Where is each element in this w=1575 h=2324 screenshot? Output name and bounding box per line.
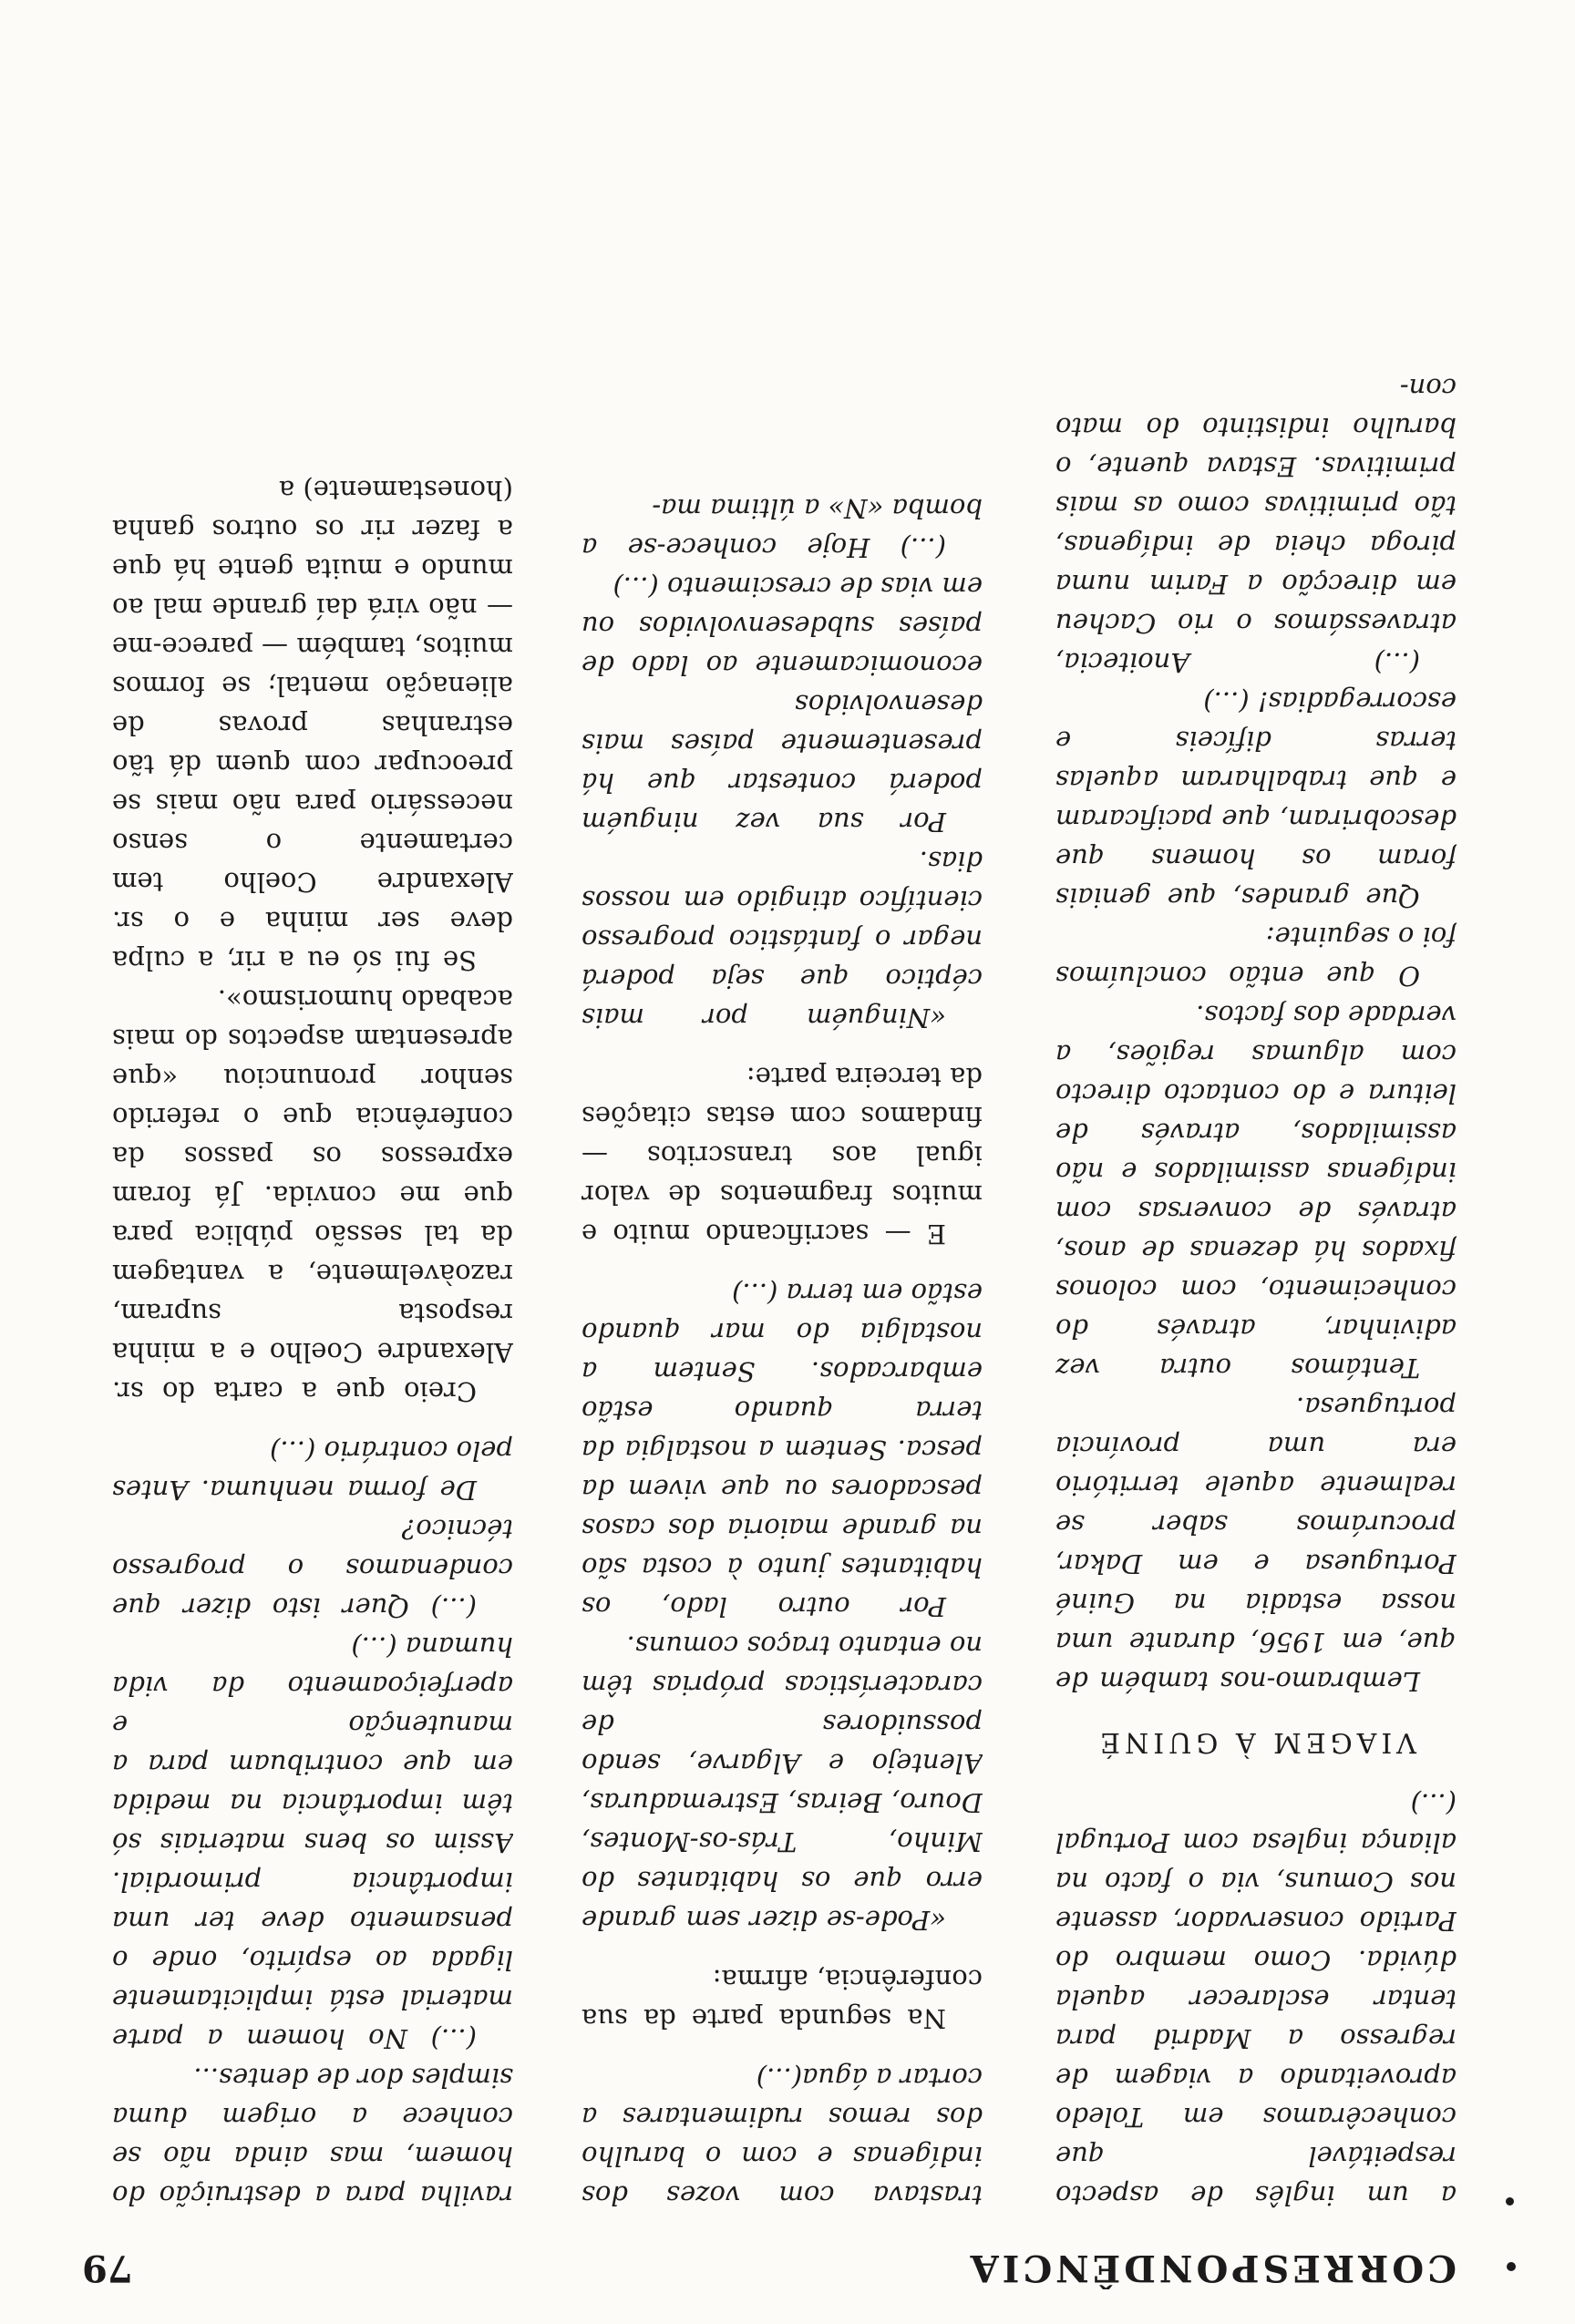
paragraph: trastava com vozes dos indígenas e com o barulho dos remos rudimentares a cortar a água(...) — [582, 2062, 983, 2211]
text-column-2 — [582, 73, 983, 2215]
page-header — [55, 2224, 1484, 2297]
paragraph: O que então concluímos foi o seguinte: — [1055, 921, 1457, 992]
paragraph: Por sua vez ninguém poderá contestar que há presentemente países mais desenvolvidos economicamente ao lado de países subdesenvolvidos ou em vias de crescimento (...) — [582, 571, 983, 838]
paragraph: De forma nenhuma. Antes pelo contrário (...) — [112, 1435, 513, 1506]
paragraph: Lembramo-nos também de que, em 1956, durante uma nossa estadia na Guiné Portuguesa e em Dakar, procurámos saber se realmente aquele território era uma província portuguesa. — [1055, 1392, 1457, 1697]
text-column-3 — [112, 73, 513, 2215]
paragraph: (...) Quer isto dizer que condenamos o progresso técnico? — [112, 1514, 513, 1623]
section-title: VIAGEM À GUINÉ — [1096, 1726, 1416, 1758]
paragraph: Creio que a carta do sr. Alexandre Coelho e a minha resposta supram, razoàvelmente, a vantagem da tal sessão pública para que me convida. Já foram expressos os passos da conferência que o referido senhor pronunciou «que apresentam aspectos do mais acabado humorismo». — [112, 984, 513, 1407]
section-heading: CORRESPONDÊNCIA — [966, 2247, 1457, 2289]
paragraph: E — sacrificando muito e muitos fragmentos de valor igual aos transcritos — findamos com estas citações da terceira parte: — [582, 1062, 983, 1249]
text-column-1 — [1055, 73, 1457, 2215]
paragraph: «Ninguém por mais céptico que seja poderá negar o fantástico progresso científico atingido em nossos dias. — [582, 846, 983, 1033]
paragraph: (...) Anoitecia, atravessámos o rio Cacheu em direcção a Farim numa piroga cheia de indígenas, tão primitivas como as mais primitivas. Estava quente, o barulho indistinto do mato con- — [1055, 373, 1457, 678]
paragraph: ravilha para a destruição do homem, mas ainda não se conhece a origem duma simples dor de dentes... — [112, 2062, 513, 2211]
bullet-mark — [1506, 2197, 1514, 2206]
paragraph: Por outro lado, os habitantes junto à costa são na grande maioria dos casos pescadores ou que vivem da pesca. Sentem a nostalgia da terra quando estão embarcados. Sentem a nostalgia do mar quando estão em terra (...) — [582, 1278, 983, 1622]
paragraph: Na segunda parte da sua conferência, afirma: — [582, 1964, 983, 2034]
paragraph: Se fui só eu a rir, a culpa deve ser minha e o sr. Alexandre Coelho tem certamente o senso necessário para não mais se preocupar com quem dá tão estranhas provas de alienação mental; se formos muitos, também — parece-me — não virá daí grande mal ao mundo e muita gente há que a fazer rir os outros ganha (honestamente) a — [112, 475, 513, 976]
paragraph: (...) No homem a parte material está implicitamente ligada ao espírito, onde o pensamento deve ter uma importância primordial. Assim os bens materiais só têm importância na medida em que contribuam para a manutenção e aperfeiçoamento da vida humana (...) — [112, 1631, 513, 2054]
paragraph: «Pode-se dizer sem grande erro que os habitantes do Minho, Trás-os-Montes, Douro, Beiras, Estremaduras, Alentejo e Algarve, sendo possuidores de características próprias têm no entanto traços comuns. — [582, 1630, 983, 1936]
paragraph: Que grandes, que geniais foram os homens que descobriram, que pacificaram e que trabalharam aquelas terras difíceis e escorregadias! (...) — [1055, 686, 1457, 913]
bullet-mark — [1507, 2262, 1516, 2271]
paragraph: a um inglês de aspecto respeitável que conhecêramos em Toledo aproveitando a viagem de regresso a Madrid para tentar esclarecer aquela dúvida. Como membro do Partido conservador, assente nos Comuns, via o facto na aliança inglesa com Portugal (...) — [1055, 1788, 1457, 2211]
page-number: 79 — [82, 2247, 133, 2289]
paragraph: (...) Hoje conhece-se a bomba «N» a última ma- — [582, 493, 983, 563]
paragraph: Tentámos outra vez adivinhar, através do conhecimento, com colonos fixados há dezenas de anos, através de conversas com indígenas assimilados e não assimilados, através de leitura e do contacto directo com algumas regiões, a verdade dos factos. — [1055, 1000, 1457, 1383]
